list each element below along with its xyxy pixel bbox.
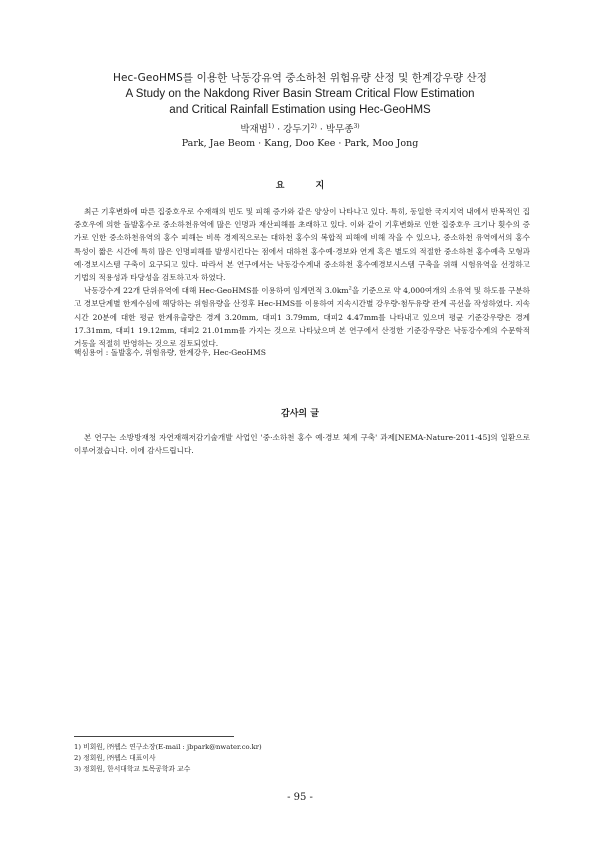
- author-name: 박재범: [240, 124, 268, 135]
- keywords: 핵심용어 : 돌발홍수, 위험유량, 한계강우, Hec-GeoHMS: [74, 348, 266, 357]
- page-number: - 95 -: [287, 792, 313, 803]
- abstract-paragraph: [74, 284, 530, 350]
- footnote-divider: [74, 736, 234, 737]
- abstract-body: [74, 205, 530, 350]
- title-english-line2: and Critical Rainfall Estimation using Hec-GeoHMS: [169, 104, 431, 116]
- abstract-heading: 요 지: [275, 181, 339, 191]
- title-english-line1: A Study on the Nakdong River Basin Stream Critical Flow Estimation: [125, 88, 475, 100]
- acknowledgement-body: [74, 431, 530, 457]
- authors-korean: [0, 123, 600, 137]
- author-footnote-mark: 3): [353, 122, 360, 130]
- author-separator: ·: [274, 124, 284, 135]
- acknowledgement-paragraph: 본 연구는 소방방재청 자연재해저감기술개발 사업인 '중·소하천 홍수 예·경보 체계 구축' 과제[NEMA-Nature-2011-45]의 일환으로 이루어졌습니다. 이에 감사드립니다.: [74, 433, 530, 456]
- author-footnote-mark: 1): [267, 122, 275, 130]
- title-block: [0, 70, 600, 118]
- superscript-exponent: 2: [348, 285, 352, 292]
- title-korean: Hec-GeoHMS를 이용한 낙동강유역 중소하천 위험유량 산정 및 한계강우량 산정: [112, 72, 487, 84]
- acknowledgement-heading: 감사의 글: [281, 409, 319, 419]
- author-separator: ·: [316, 124, 326, 135]
- authors-english: Park, Jae Beom · Kang, Doo Kee · Park, Moo Jong: [181, 138, 419, 149]
- footnote: 2) 정회원, ㈜웹스 대표이사: [74, 753, 156, 762]
- footnote: 3) 정회원, 한서대학교 토목공학과 교수: [74, 764, 191, 773]
- footnote: 1) 비회원, ㈜웹스 연구소장(E-mail : jbpark@nwater.co.kr): [74, 743, 262, 751]
- author-name: 박무종: [325, 124, 354, 135]
- abstract-paragraph: 최근 기후변화에 따른 집중호우로 수재해의 빈도 및 피해 증가와 같은 양상이 나타나고 있다. 특히, 동일한 국지지역 내에서 반복적인 집중호우에 의한 돌발홍수로 중소하천유역에 많은 인명과 재산피해를 초래하고 있다. 이와 같이 기후변화로 인한 집중호우 크기나 횟수의 증가로 인한 중소하천유역의 홍수 피해는 비록 경제적으로는 대하천 홍수의 복합적 피해에 비해 작을 수 있으나, 중소하천 유역에서의 홍수 특성이 짧은 시간에 특히 많은 인명피해를 발생시킨다는 점에서 대하천 홍수예·경보와 연계 혹은 별도의 적절한 중소하천 홍수예측 모형과 예·경보시스템 구축이 요구되고 있다. 따라서 본 연구에서는 낙동강수계내 중소하천 홍수예경보시스템 구축을 위해 시험유역을 선정하고 기법의 적용성과 타당성을 검토하고자 하였다.: [74, 207, 530, 283]
- abstract-text-run: 을 기준으로 약 4,000여개의 소유역 및 하도를 구분하고 경보단계별 한계수심에 해당하는 위험유량을 산정후 Hec-HMS를 이용하여 지속시간별 강우량-첨두유량 관계 곡선을 작성하였다. 지속시간 20분에 대한 평균 한계유출량은 경계 3.20mm, 대피1 3.79mm, 대피2 4.47mm를 나타내고 있으며 평균 기준강우량은 경계 17.31mm, 대피1 19.12mm, 대피2 21.01mm를 가지는 것으로 나타났으며 본 연구에서 산정한 기준강우량은 낙동강수계의 수문학적 거동을 적절히 반영하는 것으로 검토되었다.: [74, 286, 530, 349]
- footnotes: [74, 742, 530, 774]
- abstract-text-run: 낙동강수계 22개 단위유역에 대해 Hec-GeoHMS를 이용하여 임계면적 3.0km: [84, 286, 349, 296]
- author-name: 강두기: [283, 124, 311, 135]
- author-footnote-mark: 2): [310, 122, 317, 130]
- author-block: [0, 123, 600, 151]
